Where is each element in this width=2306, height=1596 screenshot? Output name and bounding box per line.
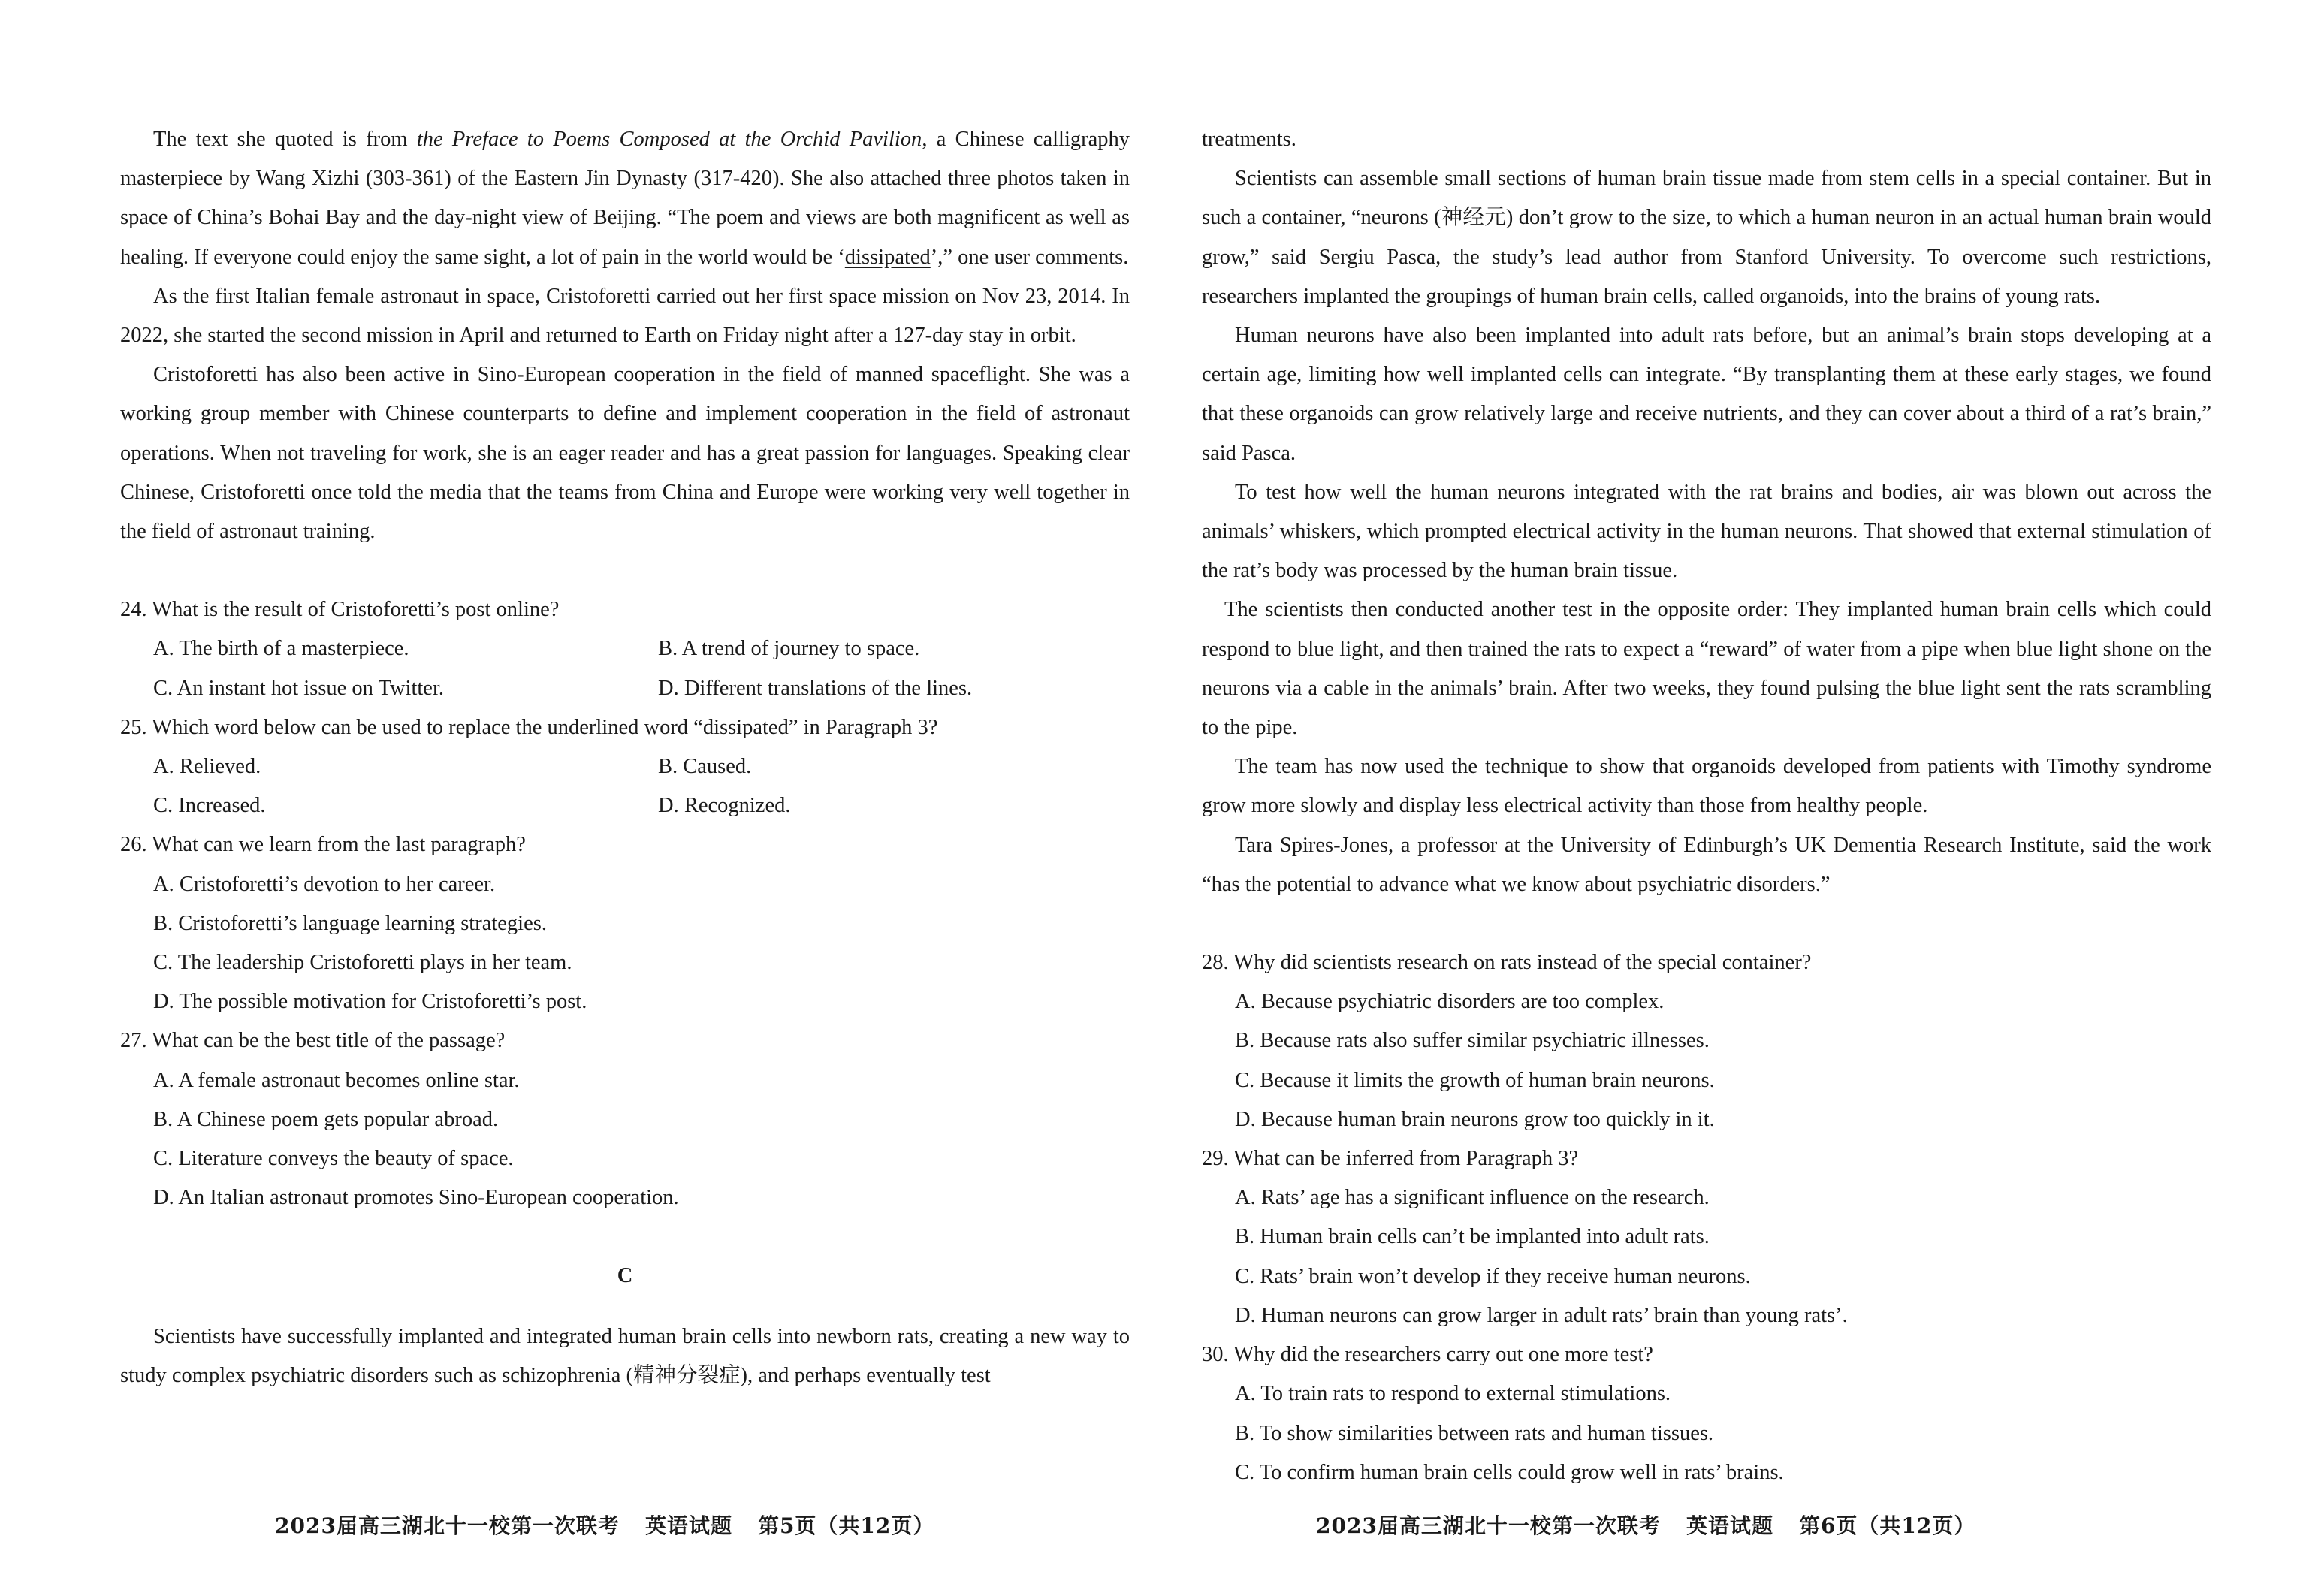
italic-title: the Preface to Poems Composed at the Orchid Pavilion — [416, 128, 922, 151]
subject-label: 英语试题 — [1686, 1513, 1773, 1538]
option: D. An Italian astronaut promotes Sino-European cooperation. — [153, 1186, 679, 1210]
paragraph-4: The scientists then conducted another test in the opposite order: They implanted human brain cells which could respond to blue light, and then trained the rats to expect a “reward” of water from a pipe when blue light shone on the neurons via a cable in the animals’ brain. After two weeks, they found pulsing the blue light sent the rats scrambling to the pipe. — [1202, 598, 2211, 740]
option: A. Rats’ age has a significant influence on the research. — [1235, 1186, 1710, 1210]
question-24: 24. What is the result of Cristoforetti’s post online? — [120, 598, 560, 622]
page-number: 第6页（共12页） — [1798, 1513, 1976, 1538]
page-number: 第5页（共12页） — [757, 1513, 935, 1538]
question-24-options — [120, 629, 1130, 707]
option: D. The possible motivation for Cristoforetti’s post. — [153, 990, 587, 1014]
question-27: 27. What can be the best title of the passage? — [120, 1029, 506, 1053]
section-heading: C — [617, 1264, 633, 1288]
subject-label: 英语试题 — [644, 1513, 732, 1538]
option: B. Human brain cells can’t be implanted into adult rats. — [1235, 1225, 1710, 1249]
continuation-text: treatments. — [1202, 128, 1296, 151]
paragraph-1 — [120, 120, 1130, 277]
question-28: 28. Why did scientists research on rats instead of the special container? — [1202, 951, 1812, 975]
spacer — [1202, 904, 2211, 943]
right-column — [1202, 120, 2211, 1492]
question-29: 29. What can be inferred from Paragraph 3? — [1202, 1147, 1579, 1171]
option: D. Because human brain neurons grow too quickly in it. — [1235, 1107, 1715, 1131]
option: C. Increased. — [153, 794, 266, 818]
option: B. Cristoforetti’s language learning strategies. — [153, 911, 547, 935]
option: A. A female astronaut becomes online star. — [153, 1068, 520, 1092]
page-footer-left — [275, 1510, 960, 1540]
underlined-word: dissipated — [844, 245, 931, 269]
option: C. To confirm human brain cells could grow well in rats’ brains. — [1235, 1460, 1784, 1484]
question-30: 30. Why did the researchers carry out one more test? — [1202, 1343, 1653, 1367]
paragraph-2: As the first Italian female astronaut in space, Cristoforetti carried out her first space mission on Nov 23, 2014. In 2022, she started the second mission in April and returned to Earth on Friday night after a 127-day stay in orbit. — [120, 284, 1130, 348]
option: B. A trend of journey to space. — [658, 637, 920, 661]
spacer — [120, 1217, 1130, 1257]
option: C. Because it limits the growth of human brain neurons. — [1235, 1068, 1715, 1092]
paragraph-2: Human neurons have also been implanted into adult rats before, but an animal’s brain stops developing at a certain age, limiting how well implanted cells can integrate. “By transplanting them at these early stages, we found that these organoids can grow relatively large and receive nutrients, and they can cover about a third of a rat’s brain,” said Pasca. — [1202, 324, 2211, 465]
spacer — [120, 551, 1130, 590]
option: B. Because rats also suffer similar psychiatric illnesses. — [1235, 1029, 1710, 1053]
option: C. Literature conveys the beauty of space. — [153, 1147, 514, 1171]
option: C. An instant hot issue on Twitter. — [153, 676, 444, 700]
option: B. Caused. — [658, 755, 752, 779]
option: A. To train rats to respond to external stimulations. — [1235, 1382, 1671, 1406]
option: A. Cristoforetti’s devotion to her career. — [153, 872, 496, 896]
paragraph-c1: Scientists have successfully implanted and integrated human brain cells into newborn rats, creating a new way to study complex psychiatric disorders such as schizophrenia (精神分裂症), and perhaps eventually test — [120, 1324, 1130, 1387]
option: C. Rats’ brain won’t develop if they receive human neurons. — [1235, 1264, 1751, 1288]
text-span: The text she quoted is from — [153, 128, 417, 151]
exam-title: 2023届高三湖北十一校第一次联考 — [1316, 1513, 1661, 1538]
option: C. The leadership Cristoforetti plays in her team. — [153, 951, 572, 975]
page-footer-right — [1316, 1510, 2001, 1540]
exam-title: 2023届高三湖北十一校第一次联考 — [275, 1513, 620, 1538]
paragraph-5: The team has now used the technique to show that organoids developed from patients with Timothy syndrome grow more slowly and display less electrical activity than those from healthy people. — [1202, 755, 2211, 818]
option: B. To show similarities between rats and human tissues. — [1235, 1421, 1714, 1445]
option: A. Because psychiatric disorders are too complex. — [1235, 990, 1665, 1014]
spacer — [120, 1296, 1130, 1317]
paragraph-6: Tara Spires-Jones, a professor at the University of Edinburgh’s UK Dementia Research Institute, said the work “has the potential to advance what we know about psychiatric disorders.” — [1202, 833, 2211, 896]
paragraph-1: Scientists can assemble small sections of human brain tissue made from stem cells in a special container. But in such a container, “neurons (神经元) don’t grow to the size, to which a human neuron in an actual human brain would grow,” said Sergiu Pasca, the study’s lead author from Stanford University. To overcome such restrictions, researchers implanted the groupings of human brain cells, called organoids, into the brains of young rats. — [1202, 167, 2211, 308]
option: D. Different translations of the lines. — [658, 676, 973, 700]
option: A. Relieved. — [153, 755, 261, 779]
option: A. The birth of a masterpiece. — [153, 637, 409, 661]
paragraph-3: Cristoforetti has also been active in Sino-European cooperation in the field of manned spaceflight. She was a working group member with Chinese counterparts to define and implement cooperation in the field of astronaut operations. When not traveling for work, she is an eager reader and has a great passion for languages. Speaking clear Chinese, Cristoforetti once told the media that the teams from China and Europe were working very well together in the field of astronaut training. — [120, 363, 1130, 544]
question-25-options — [120, 747, 1130, 825]
left-column — [120, 120, 1130, 1395]
paragraph-3: To test how well the human neurons integrated with the rat brains and bodies, air was blown out across the animals’ whiskers, which prompted electrical activity in the human neurons. That showed that external stimulation of the rat’s body was processed by the human brain tissue. — [1202, 480, 2211, 583]
question-26: 26. What can we learn from the last paragraph? — [120, 833, 526, 857]
text-span: , a Chinese calligraphy masterpiece by Wang Xizhi (303-361) of the Eastern Jin Dynasty (317-420). She also attached three photos taken in space of China’s Bohai Bay and the day-night view of Beijing. “The poem and views are both magnificent as well as healing. If everyone could enjoy the same sight, a lot of pain in the world would be ‘ — [120, 128, 1130, 269]
question-25: 25. Which word below can be used to replace the underlined word “dissipated” in Paragraph 3? — [120, 715, 938, 739]
option: B. A Chinese poem gets popular abroad. — [153, 1107, 499, 1131]
option: D. Recognized. — [658, 794, 791, 818]
text-span: ’,” one user comments. — [930, 245, 1129, 269]
option: D. Human neurons can grow larger in adult rats’ brain than young rats’. — [1235, 1303, 1848, 1327]
